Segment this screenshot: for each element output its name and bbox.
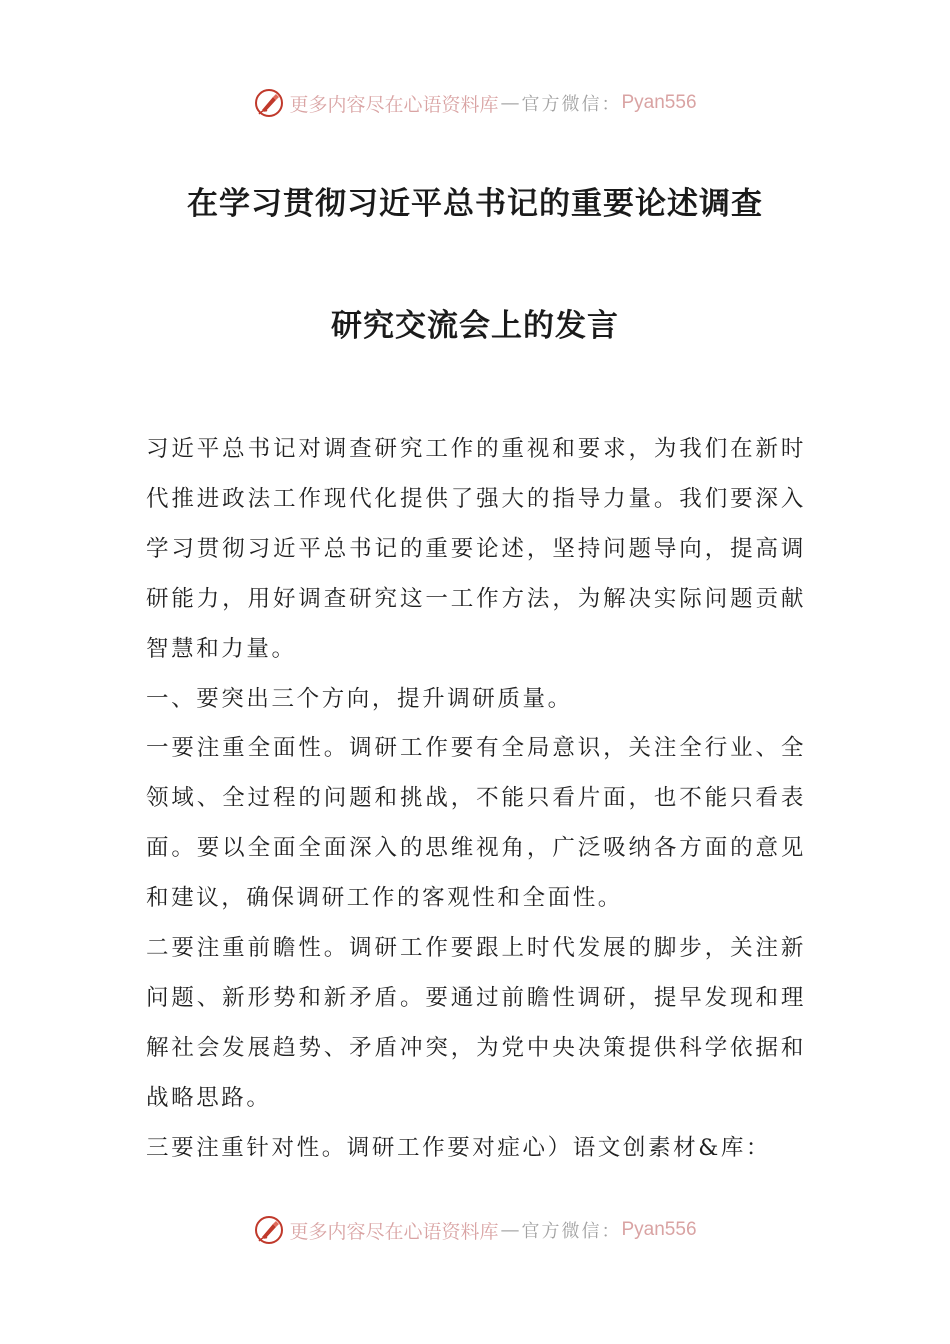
body-paragraph: 一要注重全面性。调研工作要有全局意识，关注全行业、全领域、全过程的问题和挑战，不能只看片面，也不能只看表面。要以全面全面深入的思维视角，广泛吸纳各方面的意见和建议，确保调研工作的客观性和全面性。	[146, 735, 806, 912]
footer-banner	[0, 1210, 950, 1250]
banner-site-name: 更多内容尽在心语资料库	[289, 1220, 499, 1243]
banner-dash: —	[500, 1219, 520, 1241]
body-paragraph: 习近平总书记对调查研究工作的重视和要求，为我们在新时代推进政法工作现代化提供了强大的指导力量。我们要深入学习贯彻习近平总书记的重要论述，坚持问题导向，提高调研能力，用好调查研究这一工作方法，为解决实际问题贡献智慧和力量。	[146, 436, 806, 662]
banner-dash: —	[500, 92, 520, 114]
document-body	[146, 425, 806, 1174]
banner-wechat-label: 官方微信：	[521, 1221, 622, 1242]
document-title-line-1: 在学习贯彻习近平总书记的重要论述调查	[187, 186, 763, 222]
banner-wechat-id: Pyan556	[621, 1219, 697, 1240]
header-banner	[0, 83, 950, 123]
body-paragraph: 三要注重针对性。调研工作要对症心）语文创素材&库：	[146, 1134, 772, 1161]
body-paragraph: 二要注重前瞻性。调研工作要跟上时代发展的脚步，关注新问题、新形势和新矛盾。要通过前瞻性调研，提早发现和理解社会发展趋势、矛盾冲突，为党中央决策提供科学依据和战略思路。	[146, 935, 806, 1111]
pen-logo-icon	[253, 87, 285, 119]
banner-wechat-label: 官方微信：	[521, 94, 622, 115]
document-title-line-2: 研究交流会上的发言	[331, 308, 619, 344]
pen-logo-icon	[253, 1214, 285, 1246]
banner-wechat-id: Pyan556	[621, 92, 697, 113]
banner-site-name: 更多内容尽在心语资料库	[289, 93, 499, 116]
body-paragraph: 一、要突出三个方向，提升调研质量。	[146, 685, 573, 712]
